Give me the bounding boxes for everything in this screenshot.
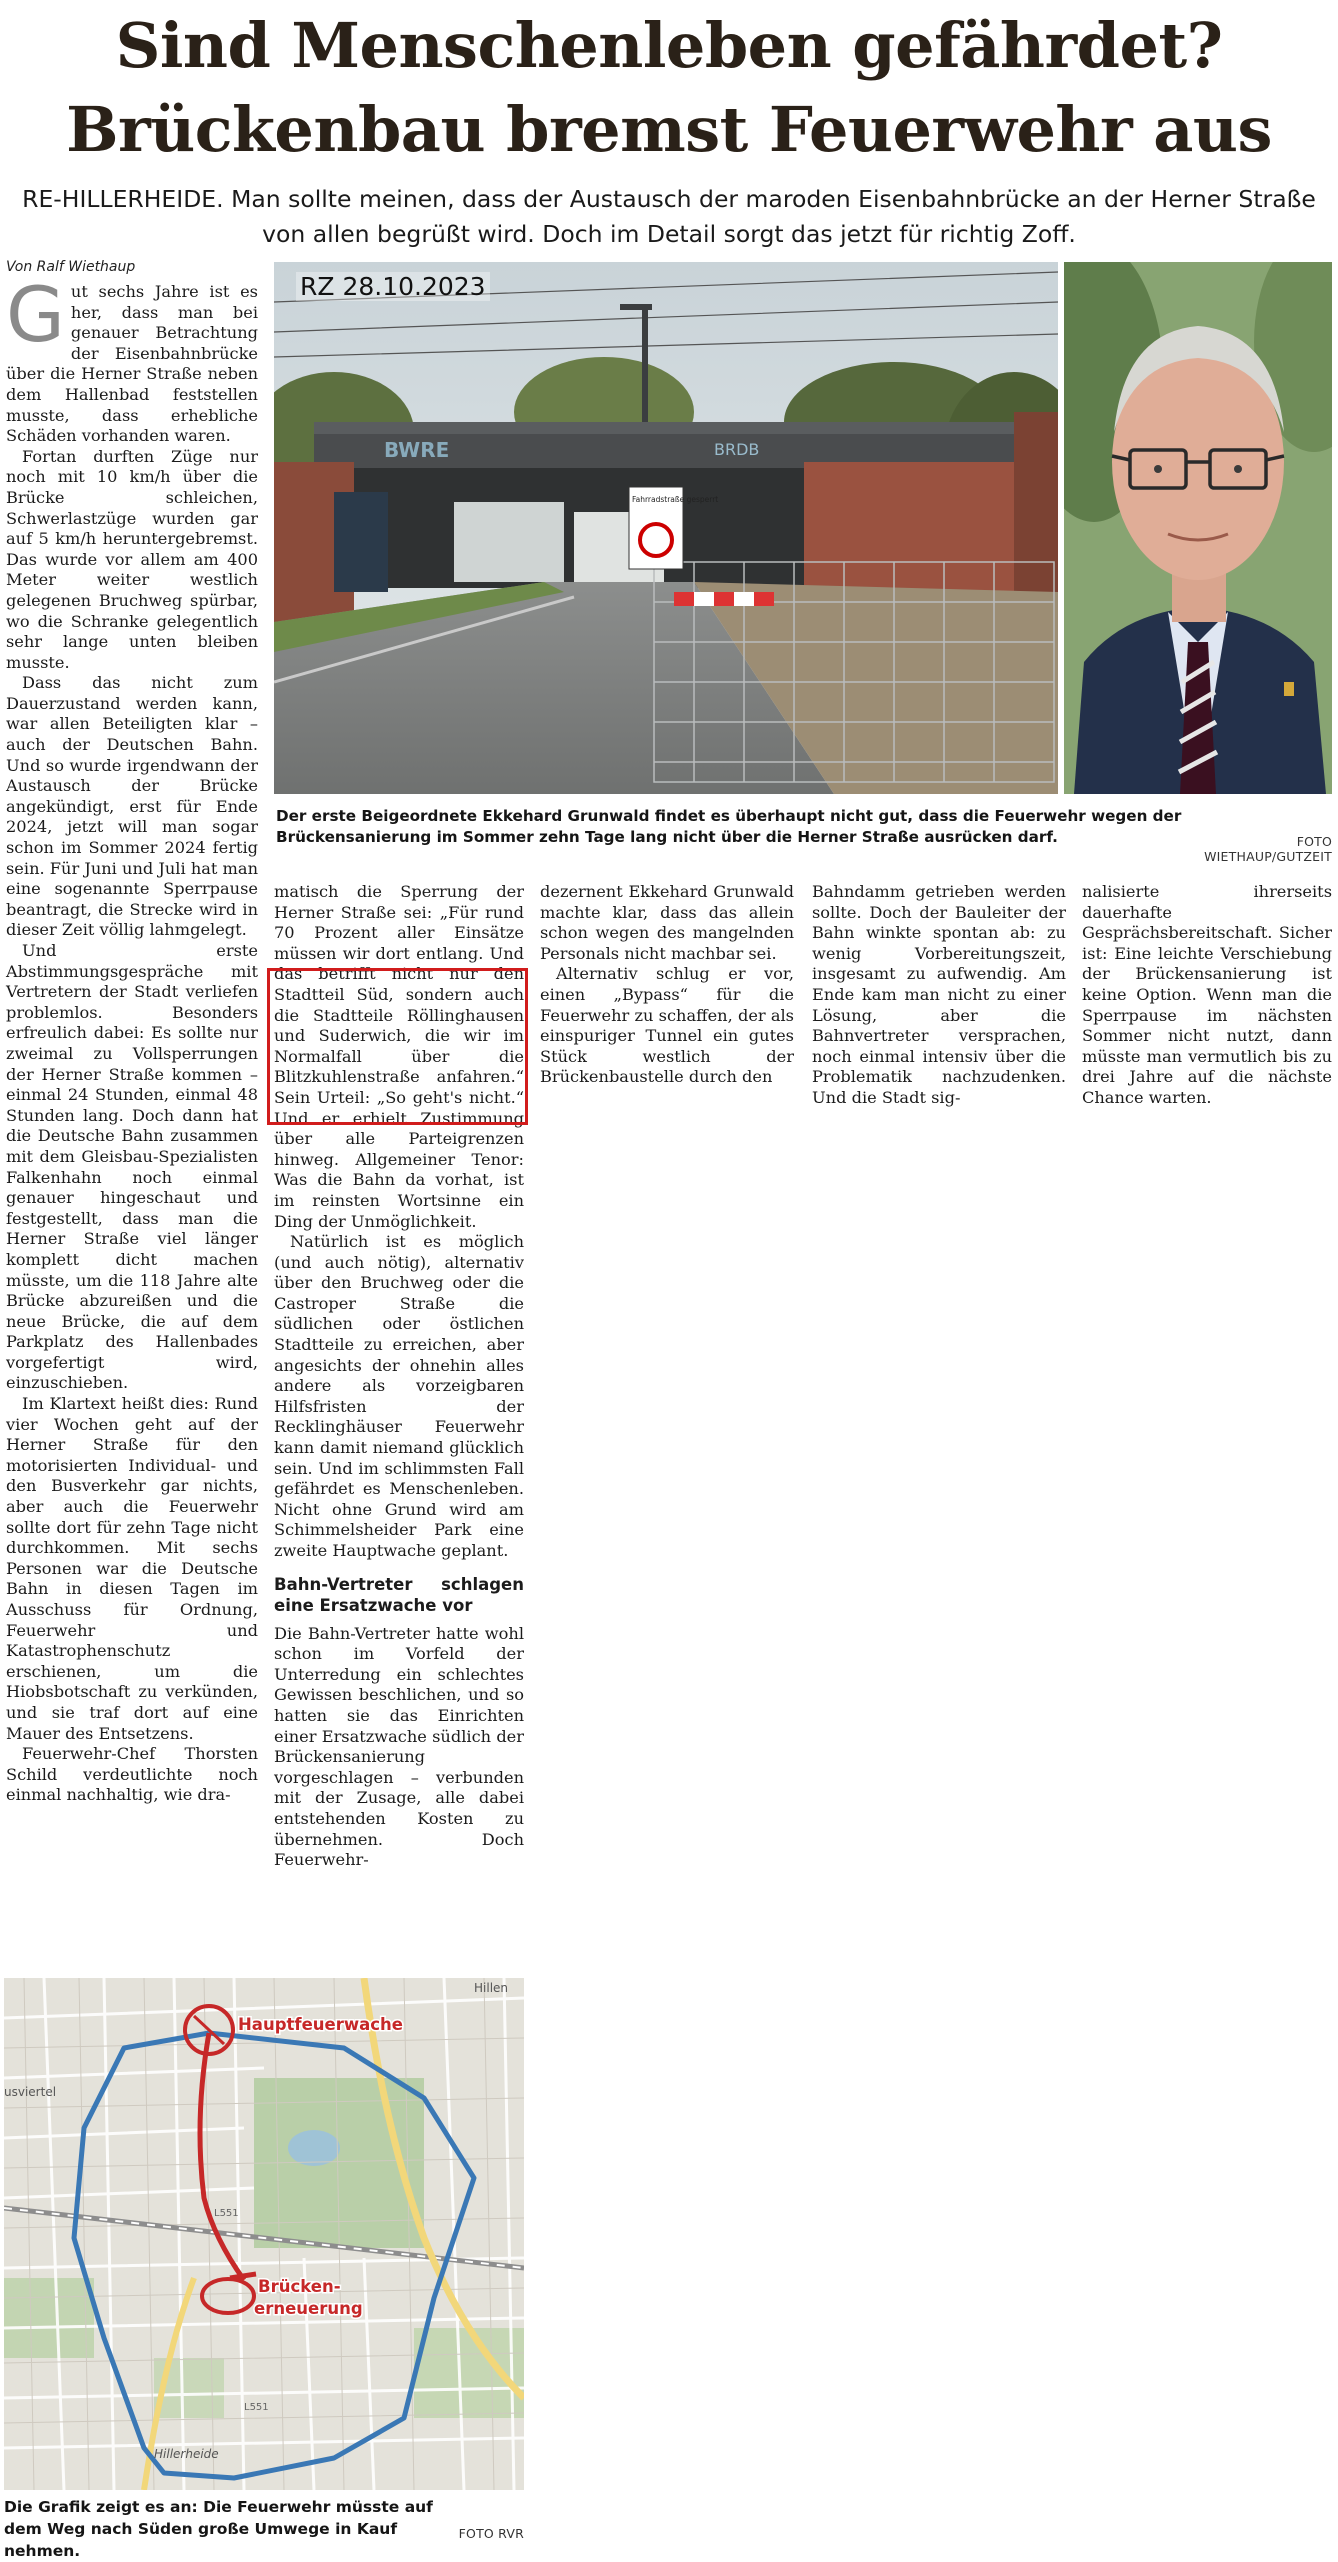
label-bruecken: Brücken- [258, 2277, 341, 2296]
paragraph: matisch die Sperrung der Herner Straße sei: „Für rund 70 Prozent aller Einsätze müssen wir dort entlang. Und das betrifft nicht nur den Stadtteil Süd, sondern auch die Stadtteile Röllinghausen und Suderwich, die wir im Normalfall über die Blitzkuhlenstraße anfahren.“ Sein Urteil: „So geht's nicht.“ Und er erhielt Zustimmung über alle Parteigrenzen hinweg. Allgemeiner Tenor: Was die Bahn da vorhat, ist im reinsten Wortsinne ein Ding der Unmöglichkeit. [274, 882, 524, 1231]
sign-text: Fahrradstraße gesperrt [632, 495, 719, 504]
road-l551-south: L551 [244, 2402, 269, 2413]
article-column-4 [812, 882, 1066, 1109]
map-caption-text: Die Grafik zeigt es an: Die Feuerwehr müsste auf dem Weg nach Süden große Umwege in Kauf nehmen. [4, 2498, 433, 2560]
byline: Von Ralf Wiethaup [6, 259, 136, 275]
paragraph: nalisierte ihrerseits dauerhafte Gesprächsbereitschaft. Sicher ist: Eine leichte Verschiebung der Brückensanierung ist keine Option. Wenn man die Sperrpause im nächsten Sommer nicht nutzt, dann müsste man vermutlich bis zu drei Jahre auf die nächste Chance warten. [1082, 882, 1332, 1107]
label-hauptfeuerwache: Hauptfeuerwache [238, 2015, 403, 2034]
photo-caption: Der erste Beigeordnete Ekkehard Grunwald findet es überhaupt nicht gut, dass die Feuerwehr wegen der Brückensanierung im Sommer zehn Tage lang nicht über die Herner Straße ausrücken darf. [276, 807, 1182, 846]
highlight-box [267, 968, 528, 1125]
place-viertel: usviertel [4, 2085, 57, 2099]
headline-line-2: Brückenbau bremst Feuerwehr aus [66, 93, 1272, 166]
place-hillen: Hillen [474, 1981, 509, 1995]
paragraph: Feuerwehr-Chef Thorsten Schild verdeutlichte noch einmal nachhaltig, wie dra- [6, 1744, 258, 1805]
paragraph: Gut sechs Jahre ist es her, dass man bei genauer Betrachtung der Eisenbahnbrücke über die Herner Straße neben dem Hallenbad feststellen musste, dass erhebliche Schäden vorhanden waren. [6, 270, 258, 446]
road-l551: L551 [214, 2208, 239, 2219]
section-subheading: Bahn-Vertreter schlagen eine Ersatzwache vor [274, 1574, 524, 1615]
drop-cap: G [6, 270, 65, 359]
paragraph: Dass das nicht zum Dauerzustand werden kann, war allen Beteiligten klar – auch der Deutschen Bahn. Und so wurde irgendwann der Austausch der Brücke angekündigt, erst für Ende 2024, jetzt will man sogar schon im Sommer 2024 fertig sein. Für Juni und Juli hat man eine sogenannte Sperrpause beantragt, die Strecke wird in dieser Zeit völlig lahmgelegt. [6, 673, 258, 940]
paragraph: Und erste Abstimmungsgespräche mit Vertretern der Stadt verliefen problemlos. Besonders erfreulich dabei: Es sollte nur zweimal zu Vollsperrungen der Herner Straße kommen – einmal 24 Stunden, einmal 48 Stunden lang. Doch dann hat die Deutsche Bahn zusammen mit dem Gleisbau-Spezialisten Falkenhahn noch einmal genauer hingeschaut und festgestellt, dass man die Herner Straße viel länger komplett dicht machen müsste, um die 118 Jahre alte Brücke abzureißen und die neue Brücke, die auf dem Parkplatz des Hallenbades vorgefertigt wird, einzuschieben. [6, 941, 258, 1393]
subheadline: RE-HILLERHEIDE. Man sollte meinen, dass der Austausch der maroden Eisenbahnbrücke an der Herner Straße von allen begrüßt wird. Doch im Detail sorgt das jetzt für richtig Zoff. [22, 185, 1316, 248]
photo-credit: FOTO WIETHAUP/GUTZEIT [1204, 834, 1332, 864]
bridge-photo-illustration [274, 262, 1058, 794]
paragraph: Bahndamm getrieben werden sollte. Doch der Bauleiter der Bahn winkte spontan ab: zu wenig Vorbereitungszeit, insgesamt zu aufwendig. Am Ende kam man nicht zu einer Lösung, aber die Bahnvertreter versprachen, noch einmal intensiv über die Problematik nachzudenken. Und die Stadt sig- [812, 882, 1066, 1107]
paragraph: dezernent Ekkehard Grunwald machte klar, dass das allein schon wegen des mangelnden Personals nicht machbar sei. [540, 882, 794, 963]
paragraph: Die Bahn-Vertreter hatte wohl schon im Vorfeld der Unterredung ein schlechtes Gewissen beschlichen, und so hatten sie das Einrichten einer Ersatzwache südlich der Brückensanierung vorgeschlagen – verbunden mit der Zusage, alle dabei entstehenden Kosten zu übernehmen. Doch Feuerwehr- [274, 1623, 524, 1870]
paragraph: Alternativ schlug er vor, einen „Bypass“ für die Feuerwehr zu schaffen, der als einspuriger Tunnel ein gutes Stück westlich der Brückenbaustelle durch den [540, 964, 794, 1087]
paragraph: Im Klartext heißt dies: Rund vier Wochen geht auf der Herner Straße für den motorisierten Individual- und den Busverkehr gar nichts, aber auch die Feuerwehr sollte dort für zehn Tage nicht durchkommen. Mit sechs Personen war die Deutsche Bahn in diesen Tagen im Ausschuss für Ordnung, Feuerwehr und Katastrophenschutz erschienen, um die Hiobsbotschaft zu verkünden, und sie traf dort auf eine Mauer des Entsetzens. [6, 1394, 258, 1743]
map-caption [4, 2496, 464, 2562]
svg-text:BWRE: BWRE [384, 438, 450, 462]
article-column-1 [6, 270, 258, 1806]
map-illustration [4, 1978, 524, 2490]
headline [0, 4, 1338, 172]
paragraph: Fortan durften Züge nur noch mit 10 km/h über die Brücke schleichen, Schwerlastzüge wurden gar auf 5 km/h heruntergebremst. Das wurde vor allem am 400 Meter weiter westlich gelegenen Bruchweg spürbar, wo die Schranke gelegentlich sehr lange unten bleiben musste. [6, 446, 258, 672]
article-column-5 [1082, 882, 1332, 1109]
date-stamp: RZ 28.10.2023 [296, 272, 490, 301]
photo-portrait [1064, 262, 1332, 794]
portrait-illustration [1064, 262, 1332, 794]
headline-line-1: Sind Menschenleben gefährdet? [115, 9, 1223, 82]
label-erneuerung: erneuerung [254, 2299, 363, 2318]
map-credit: FOTO RVR [458, 2526, 524, 2541]
photo-bridge [274, 262, 1058, 794]
svg-text:BRDB: BRDB [714, 440, 760, 459]
paragraph: Natürlich ist es möglich (und auch nötig), alternativ über den Bruchweg oder die Castroper Straße die südlichen oder östlichen Stadtteile zu erreichen, aber angesichts der ohnehin alles andere als vorzeigbaren Hilfsfristen der Recklinghäuser Feuerwehr kann damit niemand glücklich sein. Und im schlimmsten Fall gefährdet es Menschenleben. Nicht ohne Grund wird am Schimmelsheider Park eine zweite Hauptwache geplant. [274, 1232, 524, 1560]
place-hillerheide: Hillerheide [154, 2447, 219, 2461]
map-graphic [4, 1978, 524, 2490]
article-column-3 [540, 882, 794, 1088]
